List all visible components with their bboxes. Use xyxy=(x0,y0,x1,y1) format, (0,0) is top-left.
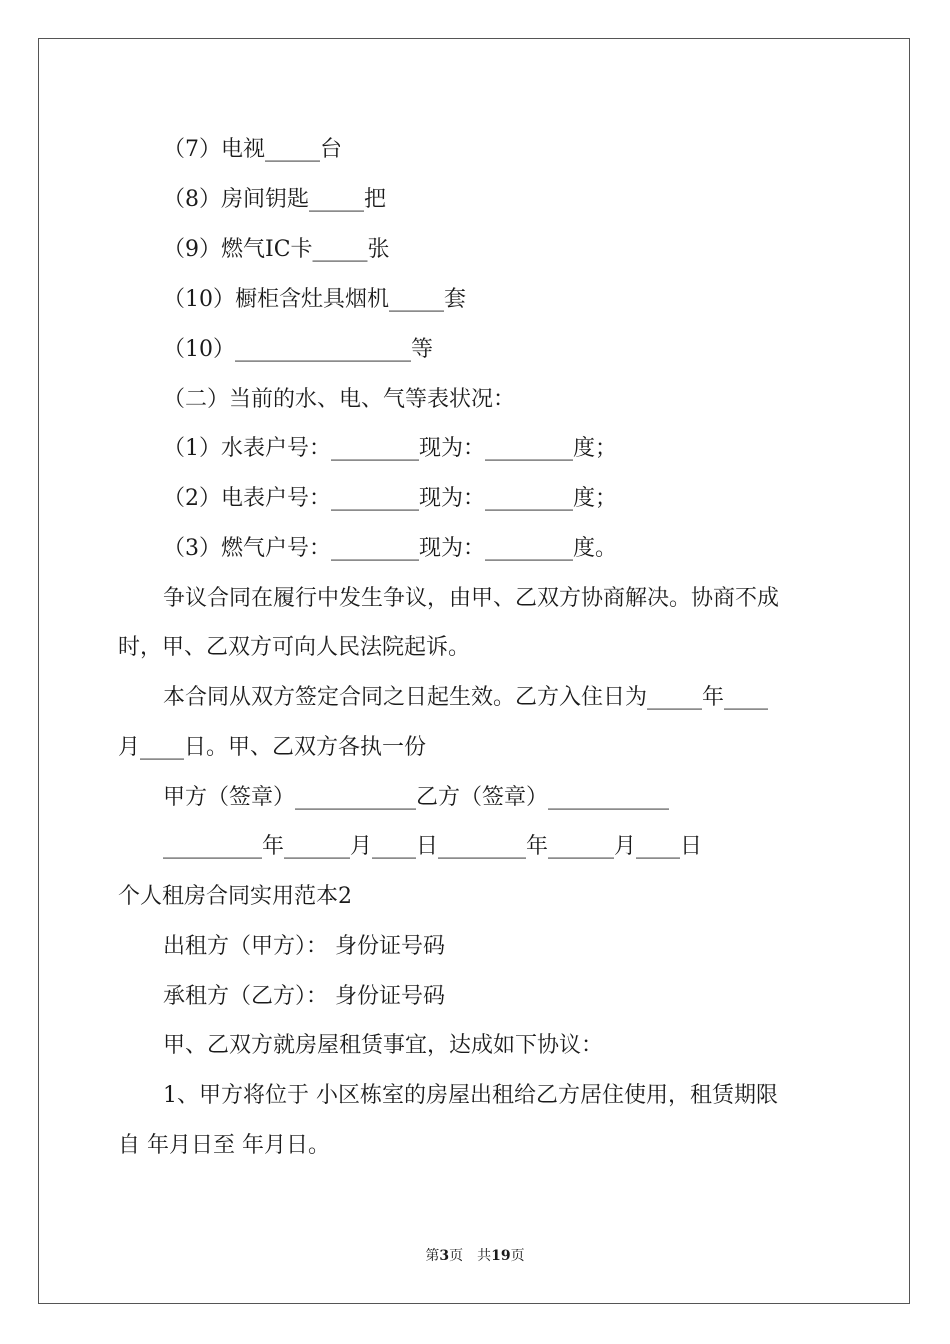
dispute-clause-line2: 时，甲、乙双方可向人民法院起诉。 xyxy=(118,635,471,660)
signature-date-line: _________年______月____日________年______月____日 xyxy=(163,834,703,859)
page-footer xyxy=(0,1246,950,1266)
gas-meter-line: （3）燃气户号：________现为：________度。 xyxy=(163,536,617,561)
clause-1-line1: 1、甲方将位于 小区栋室的房屋出租给乙方居住使用，租赁期限 xyxy=(163,1083,778,1108)
footer-page-number: 3 xyxy=(439,1248,450,1264)
footer-suffix: 页 xyxy=(510,1248,525,1264)
lessor-line: 出租方（甲方）： 身份证号码 xyxy=(163,934,445,959)
item-other: （10）________________等 xyxy=(163,337,433,362)
effective-clause-line2: 月____日。甲、乙双方各执一份 xyxy=(118,735,427,760)
water-meter-line: （1）水表户号：________现为：________度； xyxy=(163,436,617,461)
electric-meter-line: （2）电表户号：________现为：________度； xyxy=(163,486,617,511)
item-gas-ic-card: （9）燃气IC卡_____张 xyxy=(163,237,390,262)
dispute-clause-line1: 争议合同在履行中发生争议，由甲、乙双方协商解决。协商不成 xyxy=(163,586,780,611)
agreement-intro: 甲、乙双方就房屋租赁事宜，达成如下协议： xyxy=(163,1033,604,1058)
page-border xyxy=(38,38,910,1304)
item-tv: （7）电视_____台 xyxy=(163,137,342,162)
footer-prefix: 第 xyxy=(425,1248,440,1264)
lessee-line: 承租方（乙方）： 身份证号码 xyxy=(163,984,445,1009)
footer-middle: 页 共 xyxy=(449,1248,492,1264)
effective-clause-line1: 本合同从双方签定合同之日起生效。乙方入住日为_____年____ xyxy=(163,685,769,710)
section-title: 个人租房合同实用范本2 xyxy=(118,884,352,909)
meter-section-heading: （二）当前的水、电、气等表状况： xyxy=(163,387,516,412)
footer-total-pages: 19 xyxy=(491,1248,511,1264)
clause-1-line2: 自 年月日至 年月日。 xyxy=(118,1133,330,1158)
item-room-keys: （8）房间钥匙_____把 xyxy=(163,187,386,212)
item-cabinet: （10）橱柜含灶具烟机_____套 xyxy=(163,287,466,312)
signature-line: 甲方（签章）___________乙方（签章）___________ xyxy=(163,785,670,810)
